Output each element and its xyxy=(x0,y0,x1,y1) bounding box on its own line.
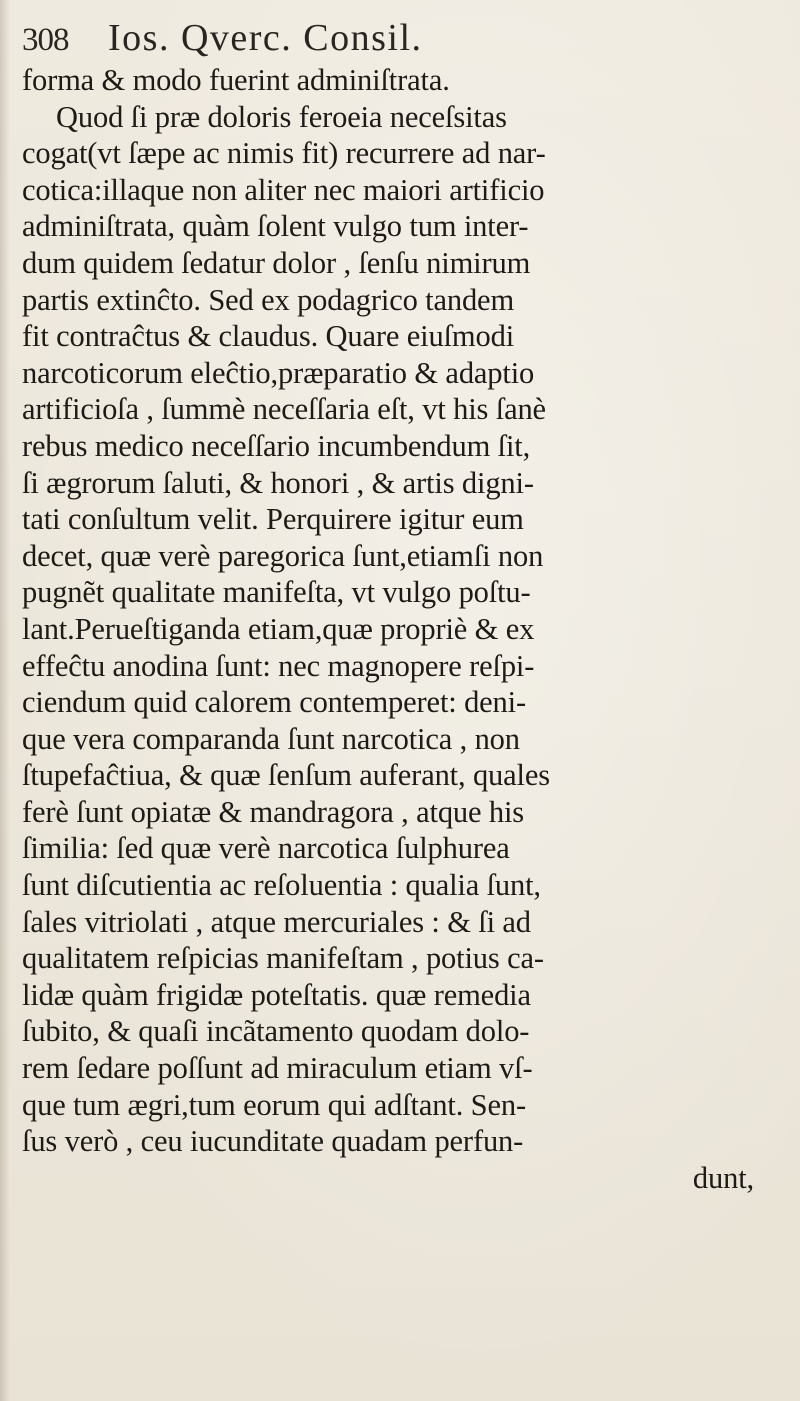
text-line: ciendum quid calorem contemperet: deni- xyxy=(22,685,526,720)
text-line: cotica:illaque non aliter nec maiori artificio xyxy=(22,172,545,207)
text-line: adminiſtrata, quàm ſolent vulgo tum inter- xyxy=(22,209,529,244)
text-line: ſubito, & quaſi incãtamento quodam dolo- xyxy=(22,1014,530,1049)
text-line: ſimilia: ſed quæ verè narcotica ſulphurea xyxy=(22,831,510,866)
text-line: ſi ægrorum ſaluti, & honori , & artis digni- xyxy=(22,465,534,500)
text-line: pugnẽt qualitate manifeſta, vt vulgo poſtu- xyxy=(22,575,531,610)
text-line: que vera comparanda ſunt narcotica , non xyxy=(22,721,520,756)
text-line: qualitatem reſpicias manifeſtam , potius ca- xyxy=(22,941,544,976)
text-line: ſtupefaĉtiua, & quæ ſenſum auferant, quales xyxy=(22,758,550,793)
text-line: ſunt diſcutientia ac reſoluentia : qualia ſunt, xyxy=(22,868,541,903)
text-line: partis extinĉto. Sed ex podagrico tandem xyxy=(22,282,515,317)
text-line: rem ſedare poſſunt ad miraculum etiam vſ- xyxy=(22,1051,533,1086)
text-line: narcoticorum eleĉtio,præparatio & adaptio xyxy=(22,355,535,390)
text-line: tati conſultum velit. Perquirere igitur eum xyxy=(22,502,524,537)
text-line: ſus verò , ceu iucunditate quadam perfun- xyxy=(22,1124,524,1159)
text-line: cogat(vt ſæpe ac nimis fit) recurrere ad nar- xyxy=(22,136,546,171)
text-line: Quod ſi præ doloris feroeia neceſsitas xyxy=(56,99,507,134)
text-line: ferè ſunt opiatæ & mandragora , atque his xyxy=(22,794,525,829)
text-line: lant.Perueſtiganda etiam,quæ propriè & ex xyxy=(22,611,535,646)
text-line: ſales vitriolati , atque mercuriales : & ſi ad xyxy=(22,904,531,939)
page-number: 308 xyxy=(22,22,69,58)
text-line: lidæ quàm frigidæ poteſtatis. quæ remedia xyxy=(22,977,531,1012)
running-head: Ios. Qverc. Consil. xyxy=(108,17,423,59)
text-line: dum quidem ſedatur dolor , ſenſu nimirum xyxy=(22,245,531,280)
text-line: que tum ægri,tum eorum qui adſtant. Sen- xyxy=(22,1087,526,1122)
text-line: forma & modo fuerint adminiſtrata. xyxy=(22,63,450,97)
text-line: artificioſa , ſummè neceſſaria eſt, vt his ſanè xyxy=(22,392,546,427)
catchword: dunt, xyxy=(692,1160,754,1195)
text-line: rebus medico neceſſario incumbendum ſit, xyxy=(22,428,531,463)
text-line: decet, quæ verè paregorica ſunt,etiamſi non xyxy=(22,538,544,573)
page-edge-shadow xyxy=(0,0,10,1401)
body-text xyxy=(22,62,792,1196)
text-line: effeĉtu anodina ſunt: nec magnopere reſpi- xyxy=(22,648,535,683)
text-line: fit contraĉtus & claudus. Quare eiuſmodi xyxy=(22,319,515,354)
page-header xyxy=(22,16,782,60)
